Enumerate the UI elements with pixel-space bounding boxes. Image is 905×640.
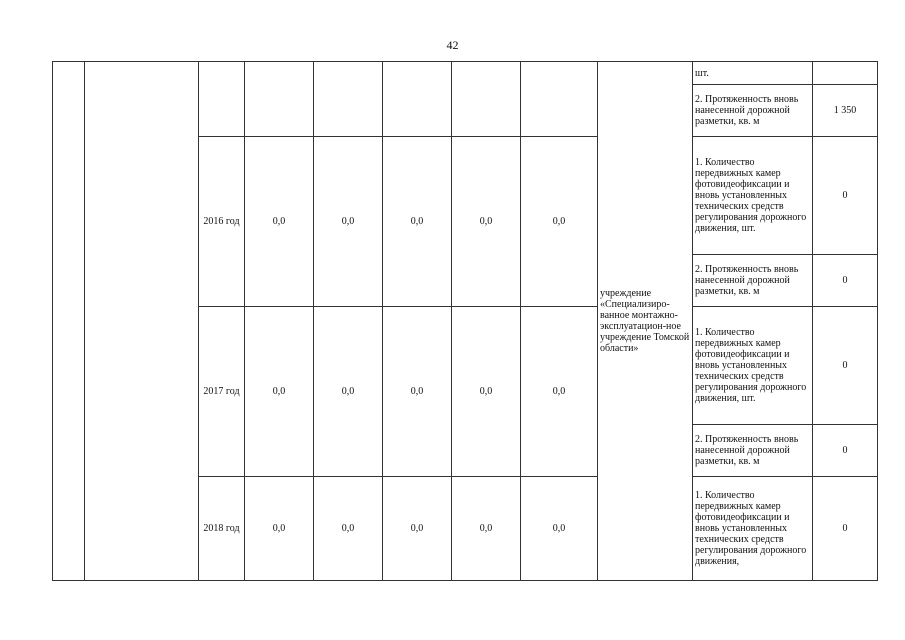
amount-cell: 0,0 (521, 307, 598, 477)
indicator-cell: 2. Протяженность вновь нанесенной дорожной разметки, кв. м (693, 85, 813, 137)
value-cell: 0 (813, 255, 878, 307)
amount-cell: 0,0 (521, 477, 598, 581)
amount-cell: 0,0 (383, 137, 452, 307)
amount-cell (383, 62, 452, 137)
amount-cell (521, 62, 598, 137)
value-cell: 0 (813, 425, 878, 477)
amount-cell: 0,0 (245, 477, 314, 581)
indicator-cell: 2. Протяженность вновь нанесенной дорожной разметки, кв. м (693, 425, 813, 477)
amount-cell: 0,0 (245, 307, 314, 477)
amount-cell: 0,0 (452, 137, 521, 307)
value-cell: 0 (813, 307, 878, 425)
indicator-cell: 2. Протяженность вновь нанесенной дорожной разметки, кв. м (693, 255, 813, 307)
amount-cell: 0,0 (314, 137, 383, 307)
value-cell (813, 62, 878, 85)
year-cell (199, 62, 245, 137)
number-cell (53, 62, 85, 581)
amount-cell: 0,0 (521, 137, 598, 307)
amount-cell (245, 62, 314, 137)
year-cell: 2017 год (199, 307, 245, 477)
amount-cell: 0,0 (383, 477, 452, 581)
year-cell: 2018 год (199, 477, 245, 581)
table-row (53, 62, 878, 85)
amount-cell: 0,0 (383, 307, 452, 477)
indicator-cell: 1. Количество передвижных камер фотовидеофиксации и вновь установленных технических средств регулирования дорожного движения, шт. (693, 307, 813, 425)
value-cell: 0 (813, 477, 878, 581)
value-cell: 1 350 (813, 85, 878, 137)
indicator-cell: 1. Количество передвижных камер фотовидеофиксации и вновь установленных технических средств регулирования дорожного движения, шт. (693, 137, 813, 255)
amount-cell: 0,0 (452, 307, 521, 477)
value-cell: 0 (813, 137, 878, 255)
indicator-cell: шт. (693, 62, 813, 85)
page-number: 42 (446, 38, 459, 52)
amount-cell: 0,0 (314, 307, 383, 477)
program-table (52, 61, 878, 581)
executor-cell: учреждение «Специализиро-ванное монтажно-эксплуатацион-ное учреждение Томской области» (598, 62, 693, 581)
amount-cell (314, 62, 383, 137)
amount-cell: 0,0 (314, 477, 383, 581)
amount-cell: 0,0 (245, 137, 314, 307)
indicator-cell: 1. Количество передвижных камер фотовидеофиксации и вновь установленных технических средств регулирования дорожного движения, (693, 477, 813, 581)
amount-cell: 0,0 (452, 477, 521, 581)
name-cell (85, 62, 199, 581)
amount-cell (452, 62, 521, 137)
year-cell: 2016 год (199, 137, 245, 307)
